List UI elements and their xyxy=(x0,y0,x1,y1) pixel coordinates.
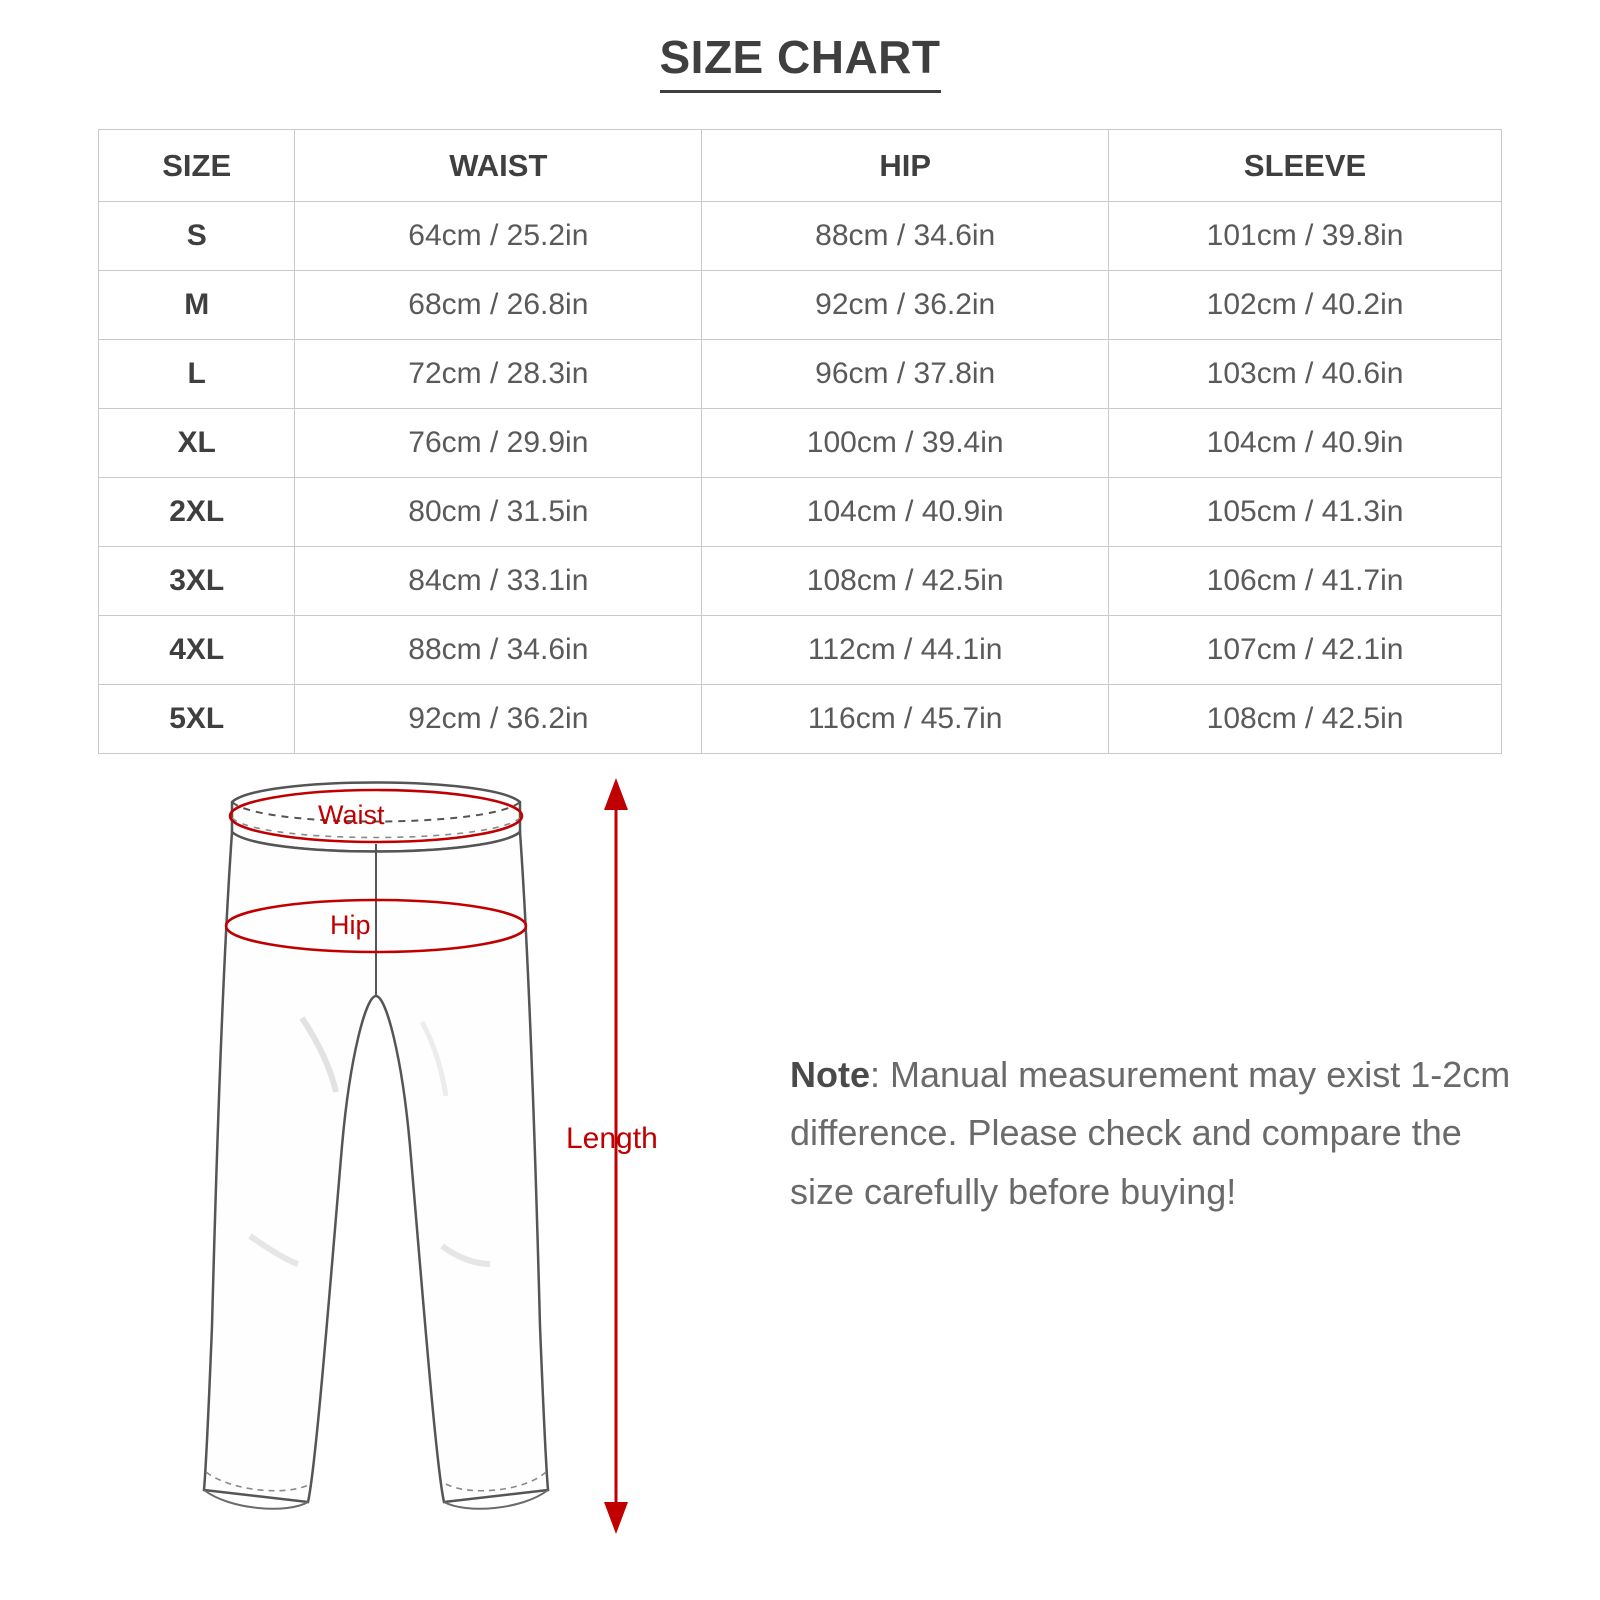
cell-sleeve: 106cm / 41.7in xyxy=(1109,547,1502,616)
cell-waist: 68cm / 26.8in xyxy=(295,271,702,340)
cell-waist: 84cm / 33.1in xyxy=(295,547,702,616)
column-header-waist: WAIST xyxy=(295,130,702,202)
column-header-size: SIZE xyxy=(99,130,295,202)
table-row xyxy=(99,547,1502,616)
note-prefix: Note xyxy=(790,1054,870,1095)
table-header-row xyxy=(99,130,1502,202)
size-chart-table-wrapper xyxy=(98,129,1502,754)
cell-waist: 72cm / 28.3in xyxy=(295,340,702,409)
cell-hip: 108cm / 42.5in xyxy=(702,547,1109,616)
cell-hip: 96cm / 37.8in xyxy=(702,340,1109,409)
note-text xyxy=(790,1046,1520,1221)
cell-sleeve: 103cm / 40.6in xyxy=(1109,340,1502,409)
cell-hip: 88cm / 34.6in xyxy=(702,202,1109,271)
note-body: : Manual measurement may exist 1-2cm difference. Please check and compare the size carefully before buying! xyxy=(790,1054,1511,1212)
cell-size: 3XL xyxy=(99,547,295,616)
cell-hip: 112cm / 44.1in xyxy=(702,616,1109,685)
size-chart-table xyxy=(98,129,1502,754)
length-arrow-icon xyxy=(560,776,740,1536)
cell-waist: 80cm / 31.5in xyxy=(295,478,702,547)
hip-measure-label: Hip xyxy=(330,910,371,940)
cell-size: 5XL xyxy=(99,685,295,754)
table-row xyxy=(99,685,1502,754)
table-row xyxy=(99,271,1502,340)
title-container xyxy=(0,0,1600,93)
waist-measure-label: Waist xyxy=(318,800,385,830)
table-row xyxy=(99,202,1502,271)
cell-hip: 116cm / 45.7in xyxy=(702,685,1109,754)
cell-waist: 92cm / 36.2in xyxy=(295,685,702,754)
cell-sleeve: 102cm / 40.2in xyxy=(1109,271,1502,340)
cell-waist: 88cm / 34.6in xyxy=(295,616,702,685)
cell-waist: 64cm / 25.2in xyxy=(295,202,702,271)
cell-hip: 104cm / 40.9in xyxy=(702,478,1109,547)
table-row xyxy=(99,409,1502,478)
cell-sleeve: 101cm / 39.8in xyxy=(1109,202,1502,271)
diagram-and-note-section xyxy=(0,766,1600,1536)
cell-sleeve: 107cm / 42.1in xyxy=(1109,616,1502,685)
pants-illustration xyxy=(190,766,570,1536)
cell-sleeve: 108cm / 42.5in xyxy=(1109,685,1502,754)
column-header-hip: HIP xyxy=(702,130,1109,202)
cell-hip: 100cm / 39.4in xyxy=(702,409,1109,478)
column-header-sleeve: SLEEVE xyxy=(1109,130,1502,202)
cell-sleeve: 105cm / 41.3in xyxy=(1109,478,1502,547)
cell-sleeve: 104cm / 40.9in xyxy=(1109,409,1502,478)
cell-hip: 92cm / 36.2in xyxy=(702,271,1109,340)
cell-size: 2XL xyxy=(99,478,295,547)
page-title: SIZE CHART xyxy=(660,30,941,93)
cell-size: M xyxy=(99,271,295,340)
table-row xyxy=(99,340,1502,409)
cell-size: XL xyxy=(99,409,295,478)
table-row xyxy=(99,478,1502,547)
cell-size: S xyxy=(99,202,295,271)
cell-size: 4XL xyxy=(99,616,295,685)
length-measure-label: Length xyxy=(566,1122,658,1155)
cell-size: L xyxy=(99,340,295,409)
table-row xyxy=(99,616,1502,685)
cell-waist: 76cm / 29.9in xyxy=(295,409,702,478)
